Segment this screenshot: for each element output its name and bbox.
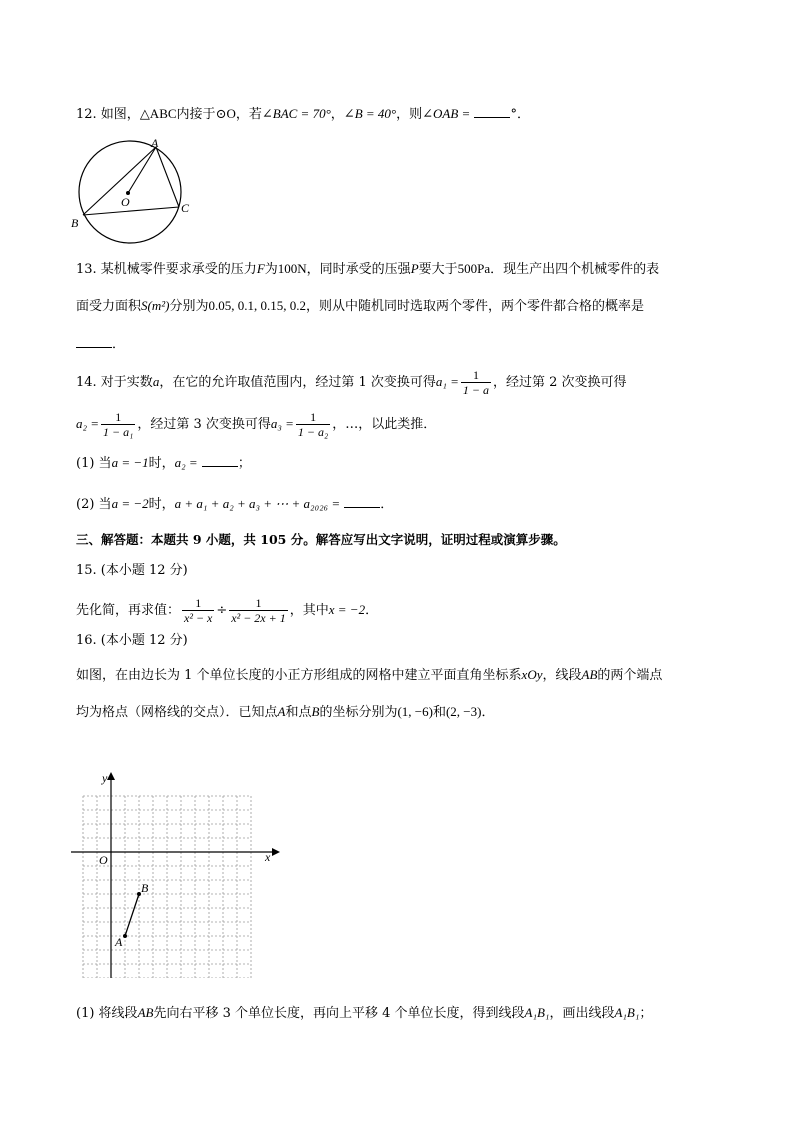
q12-angle-bac: ∠BAC = 70° [261, 106, 331, 121]
q12-text [76, 103, 530, 125]
q16-p1-a1b1-2: A₁B₁ [614, 1005, 640, 1020]
q16-p1-end: ； [639, 1006, 653, 1021]
q14-p1-text-2: 时， [148, 456, 175, 471]
q13-pressure: 500Pa [457, 261, 491, 276]
q16-text-3: 的两个端点 [597, 668, 663, 683]
q15-end: ． [365, 603, 379, 618]
q14-frac3-num: 1 [296, 410, 330, 425]
q12-text-1: 内接于 [176, 107, 216, 122]
q13-text-2: 为 [264, 262, 278, 277]
q12-text-2: ，若 [235, 107, 262, 122]
q12-text-4: ，则 [396, 107, 423, 122]
label-o: O [99, 853, 108, 867]
label-o: O [121, 195, 130, 209]
q12-prefix: 12. 如图， [76, 107, 140, 122]
q14-frac3-den: 1 − a₂ [297, 425, 329, 439]
q14-a2: a₂ = [76, 416, 100, 431]
q14-p1-condition: a = −1 [111, 455, 149, 470]
q13-line-3 [76, 333, 125, 355]
q15-fraction-2 [229, 596, 287, 625]
segment-bc [83, 207, 179, 215]
label-b: B [71, 216, 79, 230]
q15-frac1-den: x² − x [184, 611, 213, 625]
q15-fraction-1 [182, 596, 214, 625]
q14-fraction-2 [101, 410, 135, 439]
q14-text-3: ，经过第 2 次变换可得 [493, 375, 627, 390]
q16-p1-ab: AB [137, 1005, 154, 1020]
q13-answer-blank [76, 333, 112, 348]
q14-part-1 [76, 452, 251, 474]
q16-text-5: 和点 [285, 705, 312, 720]
q16-coord-b: (2, −3) [445, 704, 482, 719]
label-a: A [115, 935, 123, 949]
q12-triangle: △ABC [139, 106, 177, 121]
q14-p2-answer-blank [344, 493, 380, 508]
q14-frac2-den: 1 − a₁ [103, 425, 134, 439]
q14-p2-condition: a = −2 [111, 496, 149, 511]
q16-end: ． [481, 705, 495, 720]
q14-text-4: ，经过第 3 次变换可得 [137, 417, 271, 432]
q14-p2-end: ． [380, 497, 394, 512]
q14-text-2: ，在它的允许取值范围内，经过第 1 次变换可得 [159, 375, 436, 390]
q12-text-3: ， [330, 107, 344, 122]
q16-xoy: xOy [521, 667, 543, 682]
q16-and: 和 [432, 705, 446, 720]
q15-heading: 15. (本小题 12 分) [76, 563, 188, 578]
q16-a: A [277, 704, 286, 719]
q15-frac1-num: 1 [182, 596, 214, 611]
q16-line-2 [76, 702, 494, 723]
q14-p1-answer-blank [202, 452, 238, 467]
q14-frac1-den: 1 − a [462, 383, 490, 397]
q13-text-1: 13. 某机械零件要求承受的压力 [76, 262, 257, 277]
q14-frac2-num: 1 [101, 410, 135, 425]
q15-frac2-den: x² − 2x + 1 [231, 611, 286, 625]
q14-p2-expression: a + a₁ + a₂ + a₃ + ⋯ + a₂₀₂₆ = [174, 496, 341, 511]
q14-part-2 [76, 493, 393, 515]
q13-text-7: 分别为 [169, 299, 209, 314]
q16-text-6: 的坐标分别为 [319, 705, 398, 720]
q14-line-1 [76, 368, 627, 397]
q16-p1-text-3: ，画出线段 [549, 1006, 615, 1021]
q13-text-4: 要大于 [418, 262, 458, 277]
q16-ab: AB [581, 667, 598, 682]
q16-text-1: 如图，在由边长为 1 个单位长度的小正方形组成的网格中建立平面直角坐标系 [76, 668, 522, 683]
q16-text-4: 均为格点（网格线的交点）．已知点 [76, 705, 278, 720]
label-c: C [181, 201, 190, 215]
q15-condition: x = −2 [328, 602, 366, 617]
q16-line-1 [76, 665, 662, 686]
q14-p1-end: ； [237, 456, 251, 471]
x-axis-arrow-icon [272, 848, 280, 856]
q14-a: a [152, 374, 160, 389]
q15-text [76, 596, 378, 625]
q13-p: P [410, 261, 419, 276]
q14-a1: a₁ = [435, 374, 459, 389]
q14-a3: a₃ = [270, 416, 294, 431]
q12-text-5: °． [510, 107, 530, 122]
q16-p1-text-1: (1) 将线段 [76, 1006, 138, 1021]
q12-circle: ⊙O [215, 106, 236, 121]
q13-area-symbol: S(m²) [141, 298, 170, 313]
q13-text-3: ，同时承受的压强 [306, 262, 411, 277]
q14-p2-text: (2) 当 [76, 497, 112, 512]
q16-part-1 [76, 1003, 652, 1024]
q14-p2-text-2: 时， [148, 497, 175, 512]
label-x: x [265, 850, 271, 864]
q16-text-2: ，线段 [542, 668, 582, 683]
section-heading: 三、解答题：本题共 9 小题，共 105 分。解答应写出文字说明，证明过程或演算步骤。 [76, 532, 566, 547]
q15-text-1: 先化简，再求值： [76, 603, 181, 618]
q16-b: B [311, 704, 320, 719]
q14-frac1-num: 1 [461, 368, 491, 383]
label-a: A [151, 136, 159, 150]
q16-grid-figure [66, 768, 286, 978]
q13-text-5: ．现生产出四个机械零件的表 [490, 262, 660, 277]
q12-answer-blank [474, 103, 510, 118]
grid-lines [83, 796, 251, 978]
q14-text-1: 14. 对于实数 [76, 375, 153, 390]
q13-text-6: 面受力面积 [76, 299, 142, 314]
q13-values: 0.05, 0.1, 0.15, 0.2 [208, 298, 306, 313]
q15-divide: ÷ [216, 603, 228, 618]
q15-frac2-num: 1 [229, 596, 287, 611]
q16-coord-a: (1, −6) [397, 704, 433, 719]
label-b: B [141, 881, 149, 895]
q16-p1-text-2: 先向右平移 3 个单位长度，再向上平移 4 个单位长度，得到线段 [153, 1006, 525, 1021]
label-y: y [102, 771, 108, 785]
q16-heading: 16. (本小题 12 分) [76, 633, 188, 648]
q13-line-2 [76, 296, 644, 317]
q12-angle-b: ∠B = 40° [343, 106, 397, 121]
q13-f: F [256, 261, 265, 276]
q13-end: ． [112, 337, 126, 352]
q12-angle-oab: ∠OAB = [422, 106, 471, 121]
q15-text-2: ，其中 [289, 603, 329, 618]
segment-ab [83, 147, 156, 215]
point-a [123, 934, 127, 938]
segment-ac [156, 147, 179, 207]
q16-p1-a1b1: A₁B₁ [524, 1005, 550, 1020]
q14-text-5: ，…，以此类推． [332, 417, 437, 432]
q14-line-2 [76, 410, 436, 439]
q13-text-8: ，则从中随机同时选取两个零件，两个零件都合格的概率是 [305, 299, 644, 314]
q14-p1-text: (1) 当 [76, 456, 112, 471]
circle-o [79, 141, 181, 243]
q14-p1-expression: a₂ = [174, 455, 198, 470]
q14-fraction-1 [461, 368, 491, 397]
segment-ab [125, 894, 139, 936]
q14-fraction-3 [296, 410, 330, 439]
segment-oa [128, 147, 156, 193]
q12-circle-figure [66, 136, 206, 248]
q13-line-1 [76, 259, 659, 280]
q13-force: 100N [277, 261, 307, 276]
y-axis-arrow-icon [107, 772, 115, 780]
